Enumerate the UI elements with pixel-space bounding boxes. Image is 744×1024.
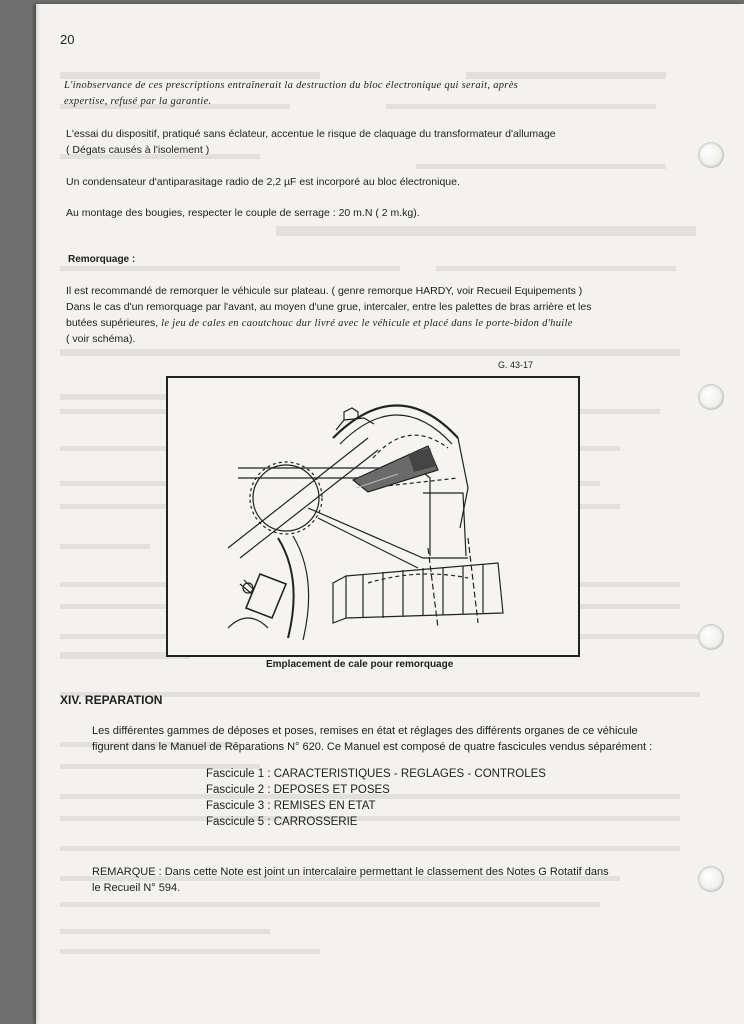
- document-page: [36, 4, 744, 1024]
- fascicule-item: Fascicule 1 : CARACTERISTIQUES - REGLAGES - CONTROLES: [206, 768, 546, 780]
- section-heading-reparation: XIV. REPARATION: [60, 693, 163, 707]
- fascicule-item: Fascicule 3 : REMISES EN ETAT: [206, 800, 376, 812]
- remark-line2: le Recueil N° 594.: [92, 882, 181, 894]
- towing-line1: Il est recommandé de remorquer le véhicule sur plateau. ( genre remorque HARDY, voir Recueil Equipements ): [66, 285, 583, 297]
- towing-line4: ( voir schéma).: [66, 333, 136, 345]
- towing-line3-plain: butées supérieures,: [66, 317, 159, 329]
- paragraph-warning-line1: L'inobservance de ces prescriptions entraînerait la destruction du bloc électronique qui serait, après: [64, 80, 519, 91]
- binder-hole: [698, 142, 724, 168]
- binder-hole: [698, 384, 724, 410]
- binder-hole: [698, 866, 724, 892]
- paragraph-test-line1: L'essai du dispositif, pratiqué sans éclateur, accentue le risque de claquage du transformateur d'allumage: [66, 128, 556, 140]
- section-intro-line1: Les différentes gammes de déposes et poses, remises en état et réglages des différents organes de ce véhicule: [92, 725, 638, 737]
- suspension-drawing: [168, 378, 578, 655]
- fascicule-item: Fascicule 5 : CARROSSERIE: [206, 816, 358, 828]
- binder-hole: [698, 624, 724, 650]
- remark-line1: REMARQUE : Dans cette Note est joint un intercalaire permettant le classement des Notes G Rotatif dans: [92, 866, 609, 878]
- towing-line3-italic: le jeu de cales en caoutchouc dur livré avec le véhicule et placé dans le porte-bidon d'huile: [161, 318, 573, 329]
- paragraph-capacitor: Un condensateur d'antiparasitage radio de 2,2 µF est incorporé au bloc électronique.: [66, 176, 460, 188]
- page-number: 20: [60, 32, 75, 47]
- paragraph-test-line2: ( Dégats causés à l'isolement ): [66, 144, 210, 156]
- paragraph-warning-line2: expertise, refusé par la garantie.: [64, 96, 212, 107]
- towing-block-diagram: [166, 376, 580, 657]
- fascicule-item: Fascicule 2 : DEPOSES ET POSES: [206, 784, 390, 796]
- towing-line2: Dans le cas d'un remorquage par l'avant, au moyen d'une grue, intercaler, entre les palettes de bras arrière et les: [66, 301, 592, 313]
- paragraph-spark-plugs: Au montage des bougies, respecter le couple de serrage : 20 m.N ( 2 m.kg).: [66, 207, 420, 219]
- section-intro-line2: figurent dans le Manuel de Réparations N° 620. Ce Manuel est composé de quatre fascicules vendus séparément :: [92, 741, 653, 753]
- figure-caption: Emplacement de cale pour remorquage: [266, 659, 454, 670]
- figure-reference: G. 43-17: [498, 360, 534, 370]
- rubber-block: [353, 446, 438, 492]
- towing-heading: Remorquage :: [68, 254, 136, 265]
- towing-line3: [66, 315, 573, 332]
